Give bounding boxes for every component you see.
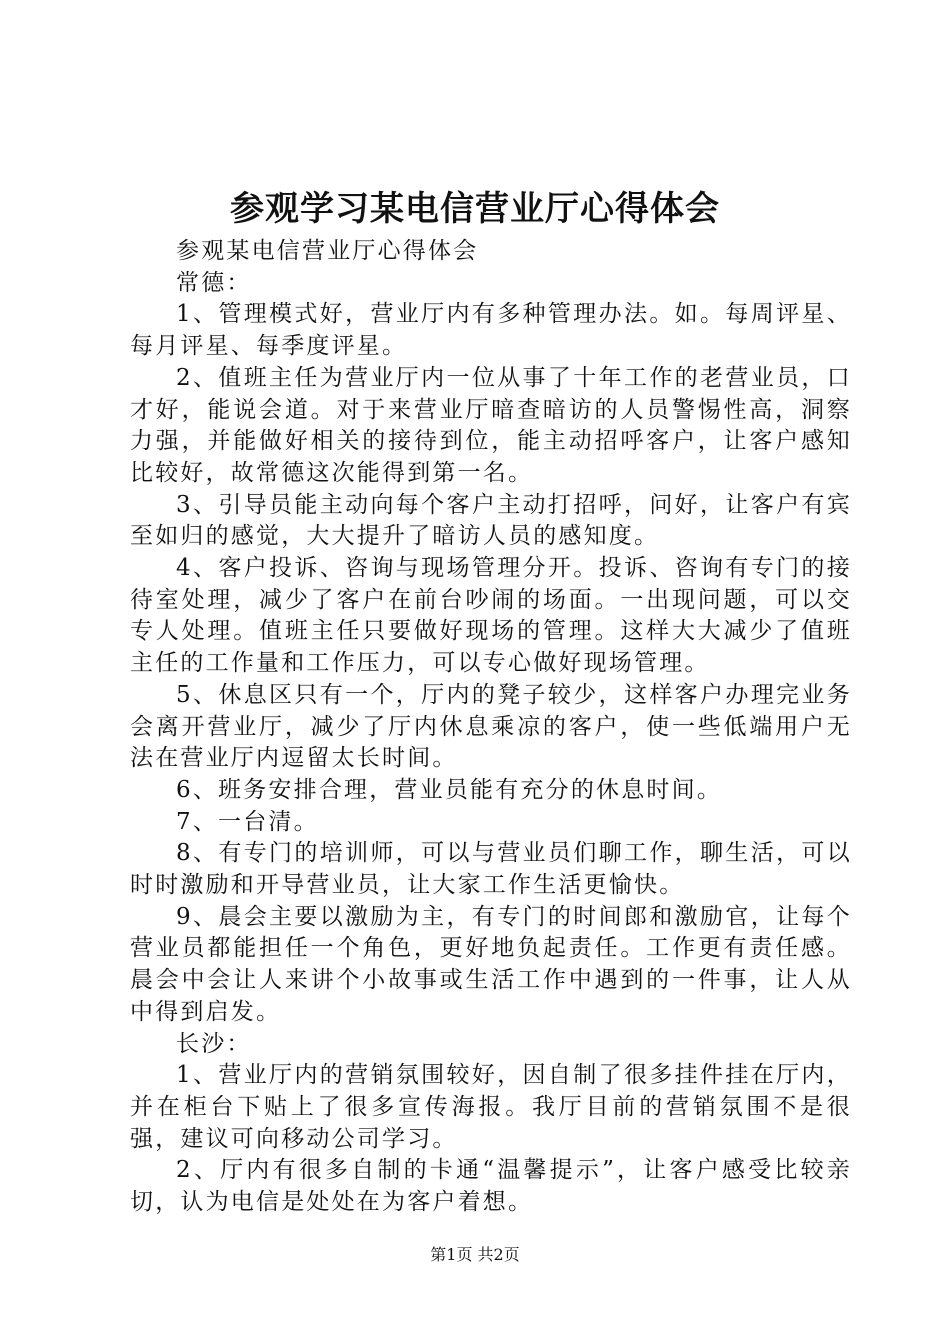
page-footer: 第1页 共2页 xyxy=(430,1245,520,1264)
paragraph-item: 1、营业厅内的营销氛围较好，因自制了很多挂件挂在厅内，并在柜台下贴上了很多宣传海报。我厅目前的营销氛围不是很强，建议可向移动公司学习。 xyxy=(130,1062,852,1152)
paragraph-item: 2、厅内有很多自制的卡通“温馨提示”，让客户感受比较亲切，认为电信是处处在为客户着想。 xyxy=(130,1157,852,1216)
paragraph-item: 8、有专门的培训师，可以与营业员们聊工作，聊生活，可以时时激励和开导营业员，让大家工作生活更愉快。 xyxy=(130,840,852,899)
document-body xyxy=(130,236,852,1219)
paragraph-section-changde: 常德： xyxy=(176,269,252,296)
document-title: 参观学习某电信营业厅心得体会 xyxy=(230,189,720,229)
paragraph-item: 9、晨会主要以激励为主，有专门的时间郎和激励官，让每个营业员都能担任一个角色，更好地负起责任。工作更有责任感。晨会中会让人来讲个小故事或生活工作中遇到的一件事，让人从中得到启发。 xyxy=(130,903,852,1025)
paragraph-item: 6、班务安排合理，营业员能有充分的休息时间。 xyxy=(176,776,723,803)
paragraph-item: 5、休息区只有一个，厅内的凳子较少，这样客户办理完业务会离开营业厅，减少了厅内休息乘凉的客户，使一些低端用户无法在营业厅内逗留太长时间。 xyxy=(130,681,852,772)
paragraph-item: 3、引导员能主动向每个客户主动打招呼，问好，让客户有宾至如归的感觉，大大提升了暗访人员的感知度。 xyxy=(130,491,852,550)
paragraph-item: 2、值班主任为营业厅内一位从事了十年工作的老营业员，口才好，能说会道。对于来营业厅暗查暗访的人员警惕性高，洞察力强，并能做好相关的接待到位，能主动招呼客户，让客户感知比较好，故常德这次能得到第一名。 xyxy=(130,364,852,486)
paragraph-item: 4、客户投诉、咨询与现场管理分开。投诉、咨询有专门的接待室处理，减少了客户在前台吵闹的场面。一出现问题，可以交专人处理。值班主任只要做好现场的管理。这样大大减少了值班主任的工作量和工作压力，可以专心做好现场管理。 xyxy=(130,555,852,677)
paragraph-item: 1、管理模式好，营业厅内有多种管理办法。如。每周评星、每月评星、每季度评星。 xyxy=(130,301,852,360)
paragraph-section-changsha: 长沙： xyxy=(176,1030,252,1057)
paragraph-subtitle: 参观某电信营业厅心得体会 xyxy=(176,238,479,264)
paragraph-item: 7、一台清。 xyxy=(176,808,319,835)
